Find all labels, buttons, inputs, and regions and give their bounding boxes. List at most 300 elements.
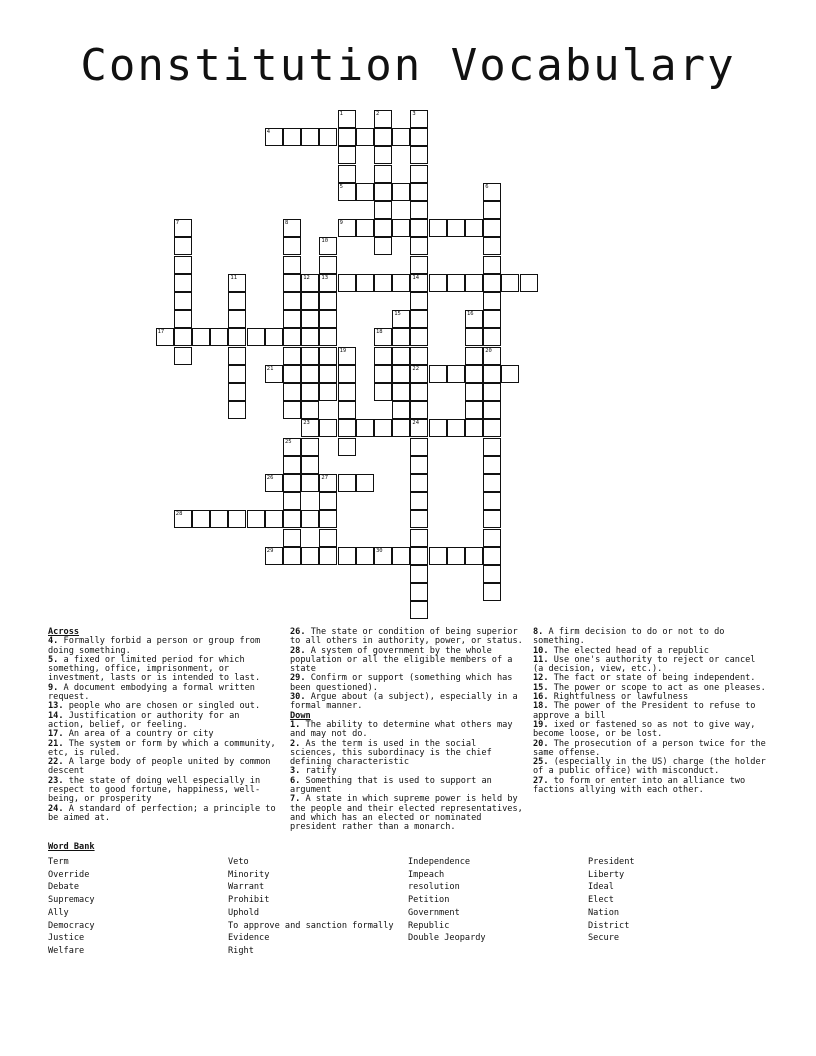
clue-text: As the term is used in the social sciences, this subordinacy is the chief defining characteristic bbox=[290, 738, 492, 768]
clue-number: 21. bbox=[48, 738, 64, 749]
crossword-cell[interactable] bbox=[501, 274, 519, 292]
clue-number: 26 bbox=[266, 475, 274, 481]
crossword-cell[interactable] bbox=[374, 547, 392, 565]
crossword-cell[interactable] bbox=[374, 365, 392, 383]
clue-number: 8 bbox=[285, 220, 289, 227]
clue-number: 5. bbox=[48, 654, 59, 665]
crossword-cell[interactable] bbox=[410, 401, 428, 419]
crossword-cell[interactable] bbox=[465, 347, 483, 365]
crossword-cell[interactable] bbox=[338, 419, 356, 437]
crossword-cell[interactable] bbox=[483, 492, 501, 510]
crossword-cell[interactable] bbox=[228, 383, 246, 401]
word-bank-item: District bbox=[588, 920, 630, 931]
crossword-cell[interactable] bbox=[338, 183, 356, 201]
crossword-cell[interactable] bbox=[392, 183, 410, 201]
crossword-cell[interactable] bbox=[374, 274, 392, 292]
down-clue bbox=[533, 656, 769, 675]
clue-number: 4. bbox=[48, 636, 59, 647]
crossword-cell[interactable] bbox=[301, 510, 319, 528]
clue-number: 8. bbox=[533, 627, 544, 637]
clue-number: 14. bbox=[48, 710, 64, 721]
clue-number: 13 bbox=[321, 274, 329, 281]
crossword-cell[interactable] bbox=[228, 365, 246, 383]
clue-text: A system of government by the whole population or all the eligible members of a state bbox=[290, 645, 513, 675]
clue-number: 28. bbox=[290, 645, 306, 656]
crossword-cell[interactable] bbox=[174, 237, 192, 255]
crossword-cell[interactable] bbox=[156, 328, 174, 346]
crossword-cell[interactable] bbox=[338, 110, 356, 128]
crossword-cell[interactable] bbox=[465, 365, 483, 383]
crossword-cell[interactable] bbox=[374, 237, 392, 255]
crossword-cell[interactable] bbox=[338, 474, 356, 492]
crossword-cell[interactable] bbox=[283, 474, 301, 492]
crossword-cell[interactable] bbox=[392, 274, 410, 292]
crossword-cell[interactable] bbox=[192, 510, 210, 528]
crossword-cell[interactable] bbox=[301, 383, 319, 401]
crossword-cell[interactable] bbox=[483, 419, 501, 437]
crossword-cell[interactable] bbox=[301, 310, 319, 328]
crossword-cell[interactable] bbox=[283, 456, 301, 474]
crossword-cell[interactable] bbox=[410, 201, 428, 219]
clue-text: a fixed or limited period for which something, office, imprisonment, or investment, lasts or is intended to last. bbox=[48, 654, 261, 684]
crossword-cell[interactable] bbox=[283, 347, 301, 365]
word-bank-item: Minority bbox=[228, 869, 270, 880]
clue-number: 30 bbox=[376, 547, 383, 554]
crossword-cell[interactable] bbox=[410, 237, 428, 255]
crossword-cell[interactable] bbox=[283, 237, 301, 255]
clue-number: 12. bbox=[533, 673, 549, 684]
crossword-cell[interactable] bbox=[283, 383, 301, 401]
crossword-cell[interactable] bbox=[283, 492, 301, 510]
crossword-cell[interactable] bbox=[319, 492, 337, 510]
crossword-cell[interactable] bbox=[374, 146, 392, 164]
crossword-cell[interactable] bbox=[265, 510, 283, 528]
crossword-cell[interactable] bbox=[247, 328, 265, 346]
clue-text: Confirm or support (something which has been questioned). bbox=[290, 673, 513, 693]
crossword-cell[interactable] bbox=[374, 165, 392, 183]
crossword-cell[interactable] bbox=[410, 456, 428, 474]
crossword-cell[interactable] bbox=[410, 328, 428, 346]
crossword-cell[interactable] bbox=[465, 383, 483, 401]
clue-number: 10 bbox=[321, 238, 329, 245]
clue-text: A standard of perfection; a principle to be aimed at. bbox=[48, 803, 276, 823]
crossword-cell[interactable] bbox=[319, 383, 337, 401]
crossword-cell[interactable] bbox=[410, 110, 428, 128]
crossword-cell[interactable] bbox=[319, 365, 337, 383]
across-clue bbox=[48, 712, 280, 731]
down-clue bbox=[533, 702, 769, 721]
crossword-cell[interactable] bbox=[301, 128, 319, 146]
crossword-cell[interactable] bbox=[483, 219, 501, 237]
clue-text: Justification or authority for an action, belief, or feeling. bbox=[48, 710, 240, 730]
crossword-cell[interactable] bbox=[338, 383, 356, 401]
crossword-cell[interactable] bbox=[283, 219, 301, 237]
crossword-cell[interactable] bbox=[174, 256, 192, 274]
crossword-cell[interactable] bbox=[410, 529, 428, 547]
crossword-cell[interactable] bbox=[374, 383, 392, 401]
crossword-cell[interactable] bbox=[410, 601, 428, 619]
crossword-cell[interactable] bbox=[338, 128, 356, 146]
clue-text: A firm decision to do or not to do something. bbox=[533, 627, 725, 647]
crossword-cell[interactable] bbox=[338, 219, 356, 237]
down-heading: Down bbox=[290, 710, 311, 721]
crossword-cell[interactable] bbox=[483, 547, 501, 565]
across-heading: Across bbox=[48, 627, 80, 637]
crossword-cell[interactable] bbox=[392, 365, 410, 383]
crossword-cell[interactable] bbox=[520, 274, 538, 292]
crossword-cell[interactable] bbox=[483, 237, 501, 255]
crossword-cell[interactable] bbox=[338, 547, 356, 565]
crossword-cell[interactable] bbox=[228, 274, 246, 292]
clue-text: the state of doing well especially in respect to good fortune, happiness, well-being, or prosperity bbox=[48, 775, 261, 805]
crossword-cell[interactable] bbox=[338, 146, 356, 164]
clue-text: ixed or fastened so as not to give way, become loose, or be lost. bbox=[533, 719, 756, 740]
word-bank-item: Uphold bbox=[228, 907, 260, 918]
crossword-cell[interactable] bbox=[301, 474, 319, 492]
crossword-cell[interactable] bbox=[392, 219, 410, 237]
crossword-cell[interactable] bbox=[410, 419, 428, 437]
crossword-cell[interactable] bbox=[319, 510, 337, 528]
crossword-cell[interactable] bbox=[447, 365, 465, 383]
clue-number: 7. bbox=[290, 794, 301, 805]
crossword-cell[interactable] bbox=[483, 201, 501, 219]
word-bank-item: Impeach bbox=[408, 869, 445, 880]
word-bank-item: Veto bbox=[228, 857, 249, 867]
crossword-cell[interactable] bbox=[319, 347, 337, 365]
clue-number: 15 bbox=[394, 311, 401, 318]
crossword-cell[interactable] bbox=[192, 328, 210, 346]
crossword-cell[interactable] bbox=[447, 547, 465, 565]
crossword-cell[interactable] bbox=[301, 547, 319, 565]
crossword-cell[interactable] bbox=[483, 310, 501, 328]
clue-number: 25. bbox=[533, 757, 549, 768]
crossword-cell[interactable] bbox=[410, 165, 428, 183]
crossword-cell[interactable] bbox=[283, 292, 301, 310]
clue-number: 16. bbox=[533, 692, 549, 703]
crossword-cell[interactable] bbox=[338, 438, 356, 456]
clue-text: to form or enter into an alliance two factions allying with each other. bbox=[533, 775, 746, 796]
crossword-cell[interactable] bbox=[265, 365, 283, 383]
crossword-cell[interactable] bbox=[283, 128, 301, 146]
word-bank-item: To approve and sanction formally bbox=[228, 920, 394, 931]
crossword-cell[interactable] bbox=[483, 347, 501, 365]
crossword-cell[interactable] bbox=[338, 401, 356, 419]
crossword-cell[interactable] bbox=[429, 547, 447, 565]
crossword-cell[interactable] bbox=[283, 438, 301, 456]
crossword-cell[interactable] bbox=[301, 347, 319, 365]
word-bank-item: Liberty bbox=[588, 869, 625, 880]
clue-number: 17. bbox=[48, 729, 64, 740]
clue-number: 15. bbox=[533, 682, 549, 693]
clue-text: A state in which supreme power is held by the people and their elected representatives, and which has an elected or nominated president rather than a monarch. bbox=[290, 794, 523, 833]
crossword-cell[interactable] bbox=[319, 274, 337, 292]
word-bank-item: Independence bbox=[408, 857, 471, 867]
crossword-cell[interactable] bbox=[319, 128, 337, 146]
across-clue bbox=[290, 628, 526, 647]
crossword-cell[interactable] bbox=[338, 347, 356, 365]
crossword-cell[interactable] bbox=[392, 383, 410, 401]
down-clue bbox=[533, 740, 769, 759]
crossword-cell[interactable] bbox=[483, 456, 501, 474]
crossword-cell[interactable] bbox=[319, 474, 337, 492]
crossword-cell[interactable] bbox=[392, 328, 410, 346]
word-bank-item: Supremacy bbox=[48, 895, 95, 906]
crossword-cell[interactable] bbox=[447, 219, 465, 237]
crossword-cell[interactable] bbox=[174, 347, 192, 365]
clue-number: 2 bbox=[376, 111, 380, 117]
word-bank-item: Ally bbox=[48, 907, 69, 918]
clue-text: An area of a country or city bbox=[63, 729, 214, 740]
word-bank-item: resolution bbox=[408, 882, 460, 893]
crossword-cell[interactable] bbox=[410, 510, 428, 528]
crossword-cell[interactable] bbox=[410, 474, 428, 492]
crossword-cell[interactable] bbox=[410, 274, 428, 292]
crossword-cell[interactable] bbox=[283, 328, 301, 346]
crossword-cell[interactable] bbox=[174, 274, 192, 292]
crossword-cell[interactable] bbox=[410, 256, 428, 274]
crossword-cell[interactable] bbox=[283, 310, 301, 328]
crossword-cell[interactable] bbox=[429, 365, 447, 383]
across-clue bbox=[290, 693, 526, 712]
clue-number: 30. bbox=[290, 692, 306, 703]
clue-number: 23 bbox=[303, 420, 310, 427]
crossword-cell[interactable] bbox=[483, 365, 501, 383]
word-bank-item: Debate bbox=[48, 882, 80, 893]
crossword-cell[interactable] bbox=[228, 292, 246, 310]
down-clue bbox=[290, 777, 526, 796]
crossword-cell[interactable] bbox=[392, 401, 410, 419]
crossword-cell[interactable] bbox=[174, 292, 192, 310]
crossword-cell[interactable] bbox=[483, 438, 501, 456]
crossword-cell[interactable] bbox=[465, 274, 483, 292]
crossword-cell[interactable] bbox=[265, 474, 283, 492]
clue-number: 18 bbox=[376, 329, 383, 336]
word-bank-item: Secure bbox=[588, 933, 620, 944]
crossword-cell[interactable] bbox=[483, 474, 501, 492]
clue-number: 17 bbox=[157, 329, 165, 336]
crossword-cell[interactable] bbox=[283, 274, 301, 292]
down-clue bbox=[533, 777, 769, 796]
crossword-cell[interactable] bbox=[247, 510, 265, 528]
down-clues-column bbox=[533, 628, 769, 795]
crossword-cell[interactable] bbox=[410, 547, 428, 565]
crossword-cell[interactable] bbox=[319, 419, 337, 437]
crossword-cell[interactable] bbox=[465, 310, 483, 328]
crossword-cell[interactable] bbox=[338, 274, 356, 292]
crossword-cell[interactable] bbox=[410, 292, 428, 310]
crossword-cell[interactable] bbox=[410, 310, 428, 328]
crossword-cell[interactable] bbox=[483, 256, 501, 274]
clue-number: 26. bbox=[290, 627, 306, 637]
crossword-cell[interactable] bbox=[174, 510, 192, 528]
crossword-cell[interactable] bbox=[429, 274, 447, 292]
crossword-cell[interactable] bbox=[374, 183, 392, 201]
crossword-cell[interactable] bbox=[228, 401, 246, 419]
crossword-cell[interactable] bbox=[210, 328, 228, 346]
word-bank-item: Government bbox=[408, 907, 460, 918]
crossword-cell[interactable] bbox=[265, 128, 283, 146]
crossword-cell[interactable] bbox=[228, 310, 246, 328]
across-clue bbox=[290, 674, 526, 693]
clue-number: 9. bbox=[48, 682, 59, 693]
word-bank-item: Petition bbox=[408, 895, 450, 906]
crossword-cell[interactable] bbox=[301, 365, 319, 383]
crossword-cell[interactable] bbox=[447, 274, 465, 292]
across-clue bbox=[48, 740, 280, 759]
clue-number: 27. bbox=[533, 775, 549, 786]
crossword-cell[interactable] bbox=[301, 292, 319, 310]
crossword-cell[interactable] bbox=[319, 237, 337, 255]
crossword-cell[interactable] bbox=[374, 201, 392, 219]
word-bank-item: Democracy bbox=[48, 920, 95, 931]
crossword-cell[interactable] bbox=[483, 583, 501, 601]
crossword-cell[interactable] bbox=[483, 292, 501, 310]
crossword-cell[interactable] bbox=[447, 419, 465, 437]
word-bank-item: Double Jeopardy bbox=[408, 933, 486, 944]
crossword-cell[interactable] bbox=[356, 474, 374, 492]
crossword-cell[interactable] bbox=[356, 419, 374, 437]
crossword-cell[interactable] bbox=[410, 128, 428, 146]
crossword-cell[interactable] bbox=[374, 347, 392, 365]
crossword-cell[interactable] bbox=[283, 256, 301, 274]
down-clue bbox=[290, 795, 526, 832]
crossword-cell[interactable] bbox=[483, 183, 501, 201]
crossword-cell[interactable] bbox=[283, 365, 301, 383]
crossword-cell[interactable] bbox=[392, 347, 410, 365]
clue-number: 1. bbox=[290, 719, 301, 730]
clue-number: 6. bbox=[290, 775, 301, 786]
crossword-cell[interactable] bbox=[301, 456, 319, 474]
word-bank-item: Prohibit bbox=[228, 895, 270, 906]
crossword-cell[interactable] bbox=[501, 365, 519, 383]
clue-number: 19. bbox=[533, 719, 549, 730]
crossword-cell[interactable] bbox=[174, 219, 192, 237]
across-clue bbox=[48, 805, 280, 824]
word-bank-item: Nation bbox=[588, 907, 620, 918]
clue-number: 9 bbox=[339, 220, 343, 227]
crossword-cell[interactable] bbox=[265, 547, 283, 565]
crossword-cell[interactable] bbox=[319, 310, 337, 328]
clue-text: Rightfulness or lawfulness bbox=[548, 692, 689, 703]
clue-number: 28 bbox=[175, 511, 183, 518]
crossword-cell[interactable] bbox=[301, 438, 319, 456]
crossword-cell[interactable] bbox=[174, 310, 192, 328]
word-bank-item: Justice bbox=[48, 933, 85, 944]
down-clue bbox=[290, 740, 526, 768]
crossword-cell[interactable] bbox=[410, 219, 428, 237]
crossword-cell[interactable] bbox=[210, 510, 228, 528]
crossword-cell[interactable] bbox=[374, 110, 392, 128]
crossword-cell[interactable] bbox=[483, 565, 501, 583]
crossword-cell[interactable] bbox=[338, 165, 356, 183]
clue-number: 24 bbox=[412, 420, 420, 427]
crossword-cell[interactable] bbox=[465, 219, 483, 237]
crossword-cell[interactable] bbox=[410, 438, 428, 456]
crossword-cell[interactable] bbox=[410, 565, 428, 583]
crossword-cell[interactable] bbox=[283, 510, 301, 528]
crossword-cell[interactable] bbox=[319, 256, 337, 274]
crossword-cell[interactable] bbox=[429, 219, 447, 237]
crossword-cell[interactable] bbox=[410, 146, 428, 164]
crossword-cell[interactable] bbox=[374, 128, 392, 146]
clue-number: 25 bbox=[285, 438, 292, 445]
clue-number: 6 bbox=[485, 183, 489, 190]
clue-text: The power of the President to refuse to approve a bill bbox=[533, 701, 756, 721]
crossword-cell[interactable] bbox=[483, 383, 501, 401]
crossword-cell[interactable] bbox=[265, 328, 283, 346]
clue-text: The prosecution of a person twice for the same offense. bbox=[533, 738, 766, 758]
crossword-cell[interactable] bbox=[228, 510, 246, 528]
crossword-cell[interactable] bbox=[319, 328, 337, 346]
crossword-cell[interactable] bbox=[374, 219, 392, 237]
crossword-cell[interactable] bbox=[465, 419, 483, 437]
clue-text: The system or form by which a community, etc, is ruled. bbox=[48, 738, 276, 758]
crossword-cell[interactable] bbox=[429, 419, 447, 437]
crossword-cell[interactable] bbox=[228, 347, 246, 365]
crossword-cell[interactable] bbox=[410, 583, 428, 601]
clue-number: 3 bbox=[412, 111, 416, 117]
crossword-cell[interactable] bbox=[356, 219, 374, 237]
crossword-cell[interactable] bbox=[356, 547, 374, 565]
across-clue bbox=[48, 684, 280, 703]
crossword-cell[interactable] bbox=[319, 529, 337, 547]
crossword-cell[interactable] bbox=[283, 529, 301, 547]
crossword-cell[interactable] bbox=[301, 328, 319, 346]
crossword-cell[interactable] bbox=[338, 365, 356, 383]
crossword-cell[interactable] bbox=[465, 401, 483, 419]
crossword-cell[interactable] bbox=[410, 365, 428, 383]
crossword-cell[interactable] bbox=[392, 419, 410, 437]
crossword-cell[interactable] bbox=[392, 310, 410, 328]
crossword-cell[interactable] bbox=[465, 328, 483, 346]
crossword-cell[interactable] bbox=[301, 274, 319, 292]
crossword-cell[interactable] bbox=[174, 328, 192, 346]
crossword-cell[interactable] bbox=[374, 328, 392, 346]
clue-number: 19 bbox=[339, 347, 347, 354]
crossword-cell[interactable] bbox=[283, 547, 301, 565]
crossword-cell[interactable] bbox=[410, 492, 428, 510]
crossword-cell[interactable] bbox=[374, 419, 392, 437]
clue-number: 4 bbox=[266, 129, 271, 136]
clue-text: Use one's authority to reject or cancel (a decision, view, etc.). bbox=[533, 654, 756, 675]
crossword-cell[interactable] bbox=[392, 547, 410, 565]
word-bank-item: Override bbox=[48, 869, 90, 880]
crossword-cell[interactable] bbox=[356, 274, 374, 292]
crossword-cell[interactable] bbox=[483, 529, 501, 547]
crossword-cell[interactable] bbox=[483, 510, 501, 528]
crossword-cell[interactable] bbox=[283, 401, 301, 419]
crossword-cell[interactable] bbox=[410, 347, 428, 365]
crossword-cell[interactable] bbox=[356, 183, 374, 201]
crossword-cell[interactable] bbox=[319, 292, 337, 310]
crossword-cell[interactable] bbox=[410, 383, 428, 401]
crossword-cell[interactable] bbox=[483, 328, 501, 346]
across-clue bbox=[48, 637, 280, 656]
crossword-cell[interactable] bbox=[301, 401, 319, 419]
word-bank-column bbox=[228, 856, 394, 958]
crossword-cell[interactable] bbox=[319, 547, 337, 565]
crossword-cell[interactable] bbox=[483, 401, 501, 419]
word-bank-column bbox=[588, 856, 635, 945]
crossword-cell[interactable] bbox=[301, 419, 319, 437]
word-bank bbox=[48, 842, 788, 956]
crossword-cell[interactable] bbox=[356, 128, 374, 146]
crossword-cell[interactable] bbox=[410, 183, 428, 201]
crossword-cell[interactable] bbox=[392, 128, 410, 146]
crossword-cell[interactable] bbox=[228, 328, 246, 346]
crossword-cell[interactable] bbox=[465, 547, 483, 565]
crossword-cell[interactable] bbox=[483, 274, 501, 292]
